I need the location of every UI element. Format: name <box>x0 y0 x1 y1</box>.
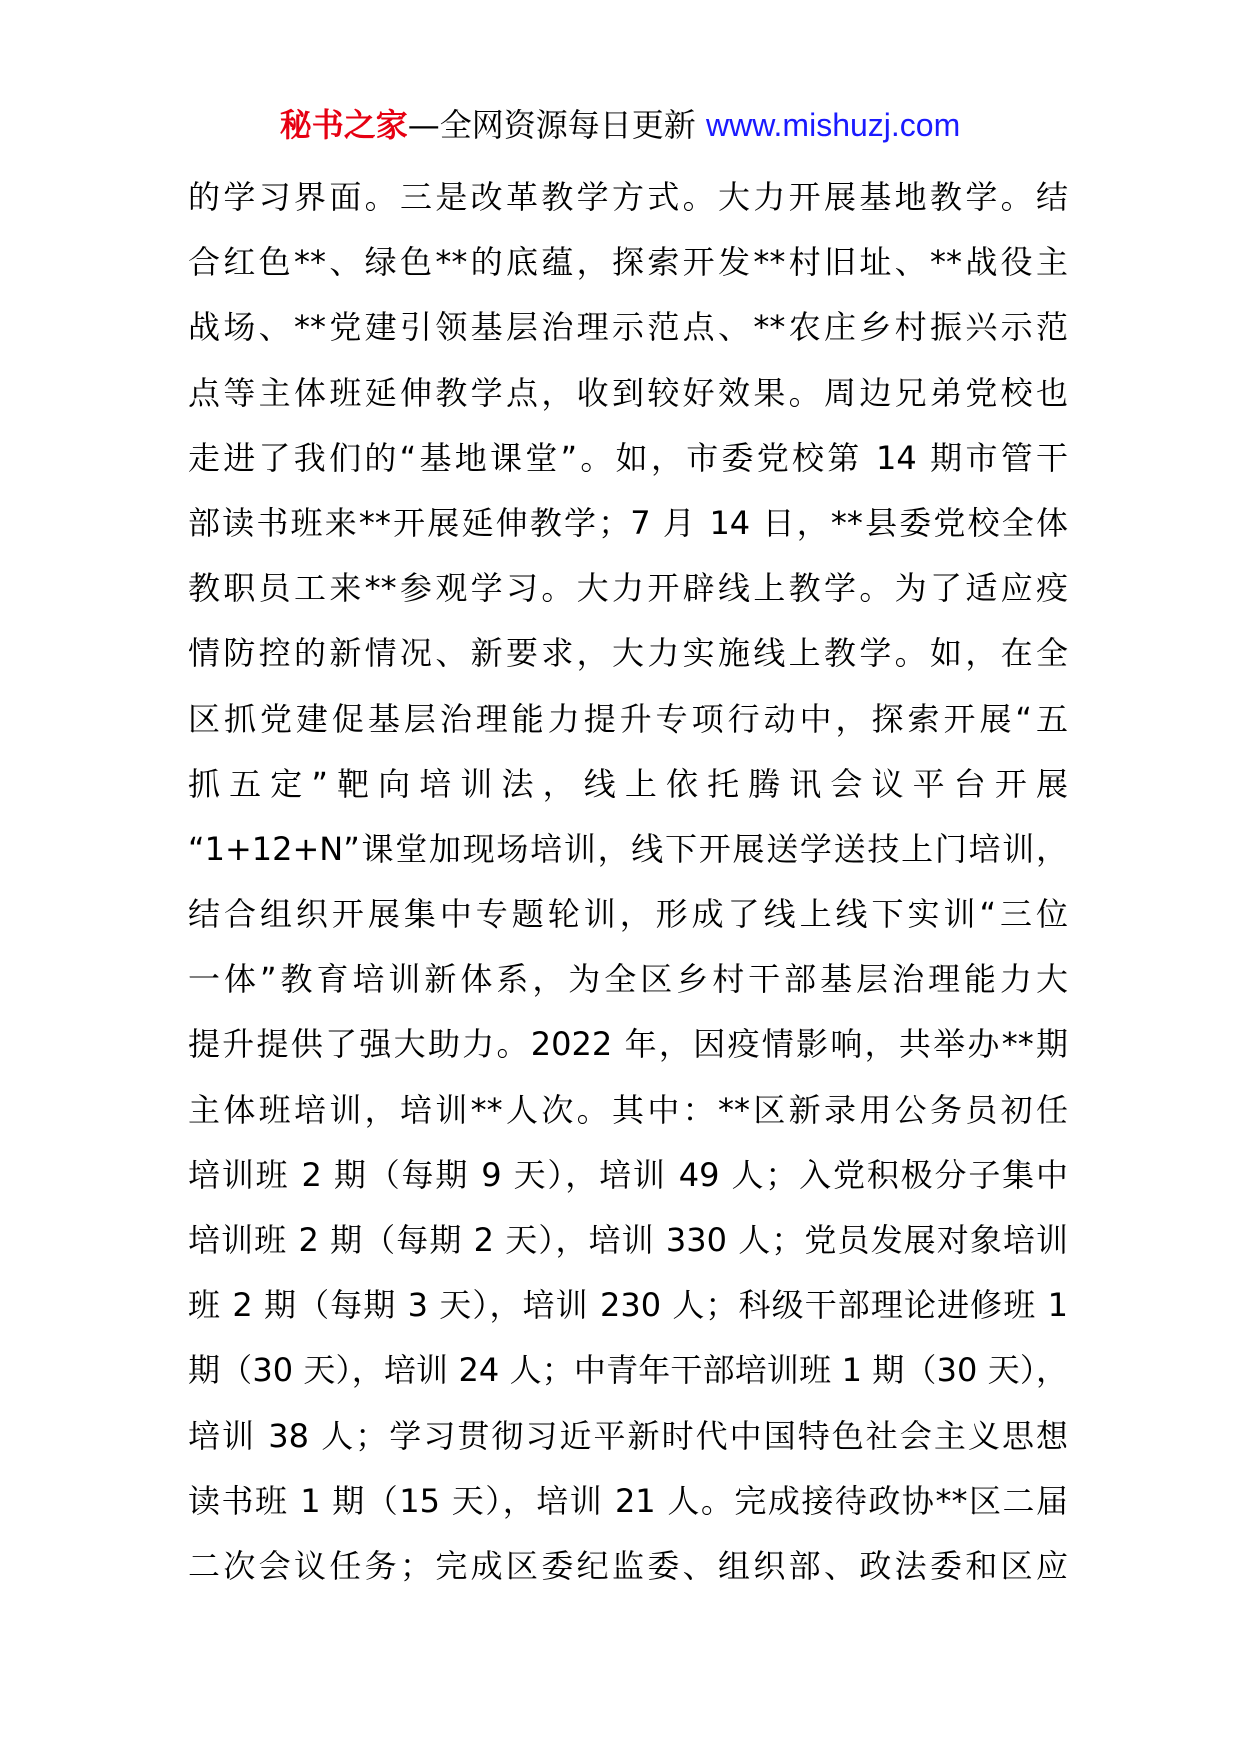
text-line: 抓五定”靶向培训法，线上依托腾讯会议平台开展 <box>188 764 1068 803</box>
text-line: 走进了我们的“基地课堂”。如，市委党校第 14 期市管干 <box>188 438 1068 477</box>
document-body <box>188 165 1068 1599</box>
text-line: 培训 38 人；学习贯彻习近平新时代中国特色社会主义思想 <box>188 1416 1068 1455</box>
text-line: 班 2 期（每期 3 天），培训 230 人；科级干部理论进修班 1 <box>188 1286 1068 1325</box>
brand-name: 秘书之家 <box>279 106 408 144</box>
text-line: 点等主体班延伸教学点，收到较好效果。周边兄弟党校也 <box>188 373 1068 412</box>
site-url-link[interactable]: www.mishuzj.com <box>705 107 961 143</box>
text-line: 区抓党建促基层治理能力提升专项行动中，探索开展“五 <box>188 699 1068 738</box>
text-line: 培训班 2 期（每期 9 天），培训 49 人；入党积极分子集中 <box>188 1155 1068 1194</box>
text-line: 部读书班来**开展延伸教学；7 月 14 日，**县委党校全体 <box>188 503 1068 542</box>
text-line: 的学习界面。三是改革教学方式。大力开展基地教学。结 <box>188 178 1068 216</box>
text-line: 教职员工来**参观学习。大力开辟线上教学。为了适应疫 <box>188 569 1068 608</box>
text-line: 情防控的新情况、新要求，大力实施线上教学。如，在全 <box>188 634 1068 673</box>
site-header <box>0 100 1240 150</box>
text-line: 战场、**党建引领基层治理示范点、**农庄乡村振兴示范 <box>188 308 1068 347</box>
text-line: “1+12+N”课堂加现场培训，线下开展送学送技上门培训， <box>188 829 1068 868</box>
text-line: 期（30 天），培训 24 人；中青年干部培训班 1 期（30 天）， <box>188 1351 1068 1390</box>
header-tagline: —全网资源每日更新 <box>407 106 706 144</box>
text-line: 合红色**、绿色**的底蕴，探索开发**村旧址、**战役主 <box>188 243 1068 282</box>
text-line: 培训班 2 期（每期 2 天），培训 330 人；党员发展对象培训 <box>188 1221 1068 1259</box>
text-line: 主体班培训，培训**人次。其中：**区新录用公务员初任 <box>188 1090 1068 1129</box>
text-line: 二次会议任务；完成区委纪监委、组织部、政法委和区应 <box>188 1546 1068 1585</box>
text-line: 结合组织开展集中专题轮训，形成了线上线下实训“三位 <box>188 895 1068 934</box>
text-line: 读书班 1 期（15 天），培训 21 人。完成接待政协**区二届 <box>188 1481 1068 1520</box>
text-line: 一体”教育培训新体系，为全区乡村干部基层治理能力大 <box>188 960 1068 999</box>
text-line: 提升提供了强大助力。2022 年，因疫情影响，共举办**期 <box>188 1025 1068 1064</box>
